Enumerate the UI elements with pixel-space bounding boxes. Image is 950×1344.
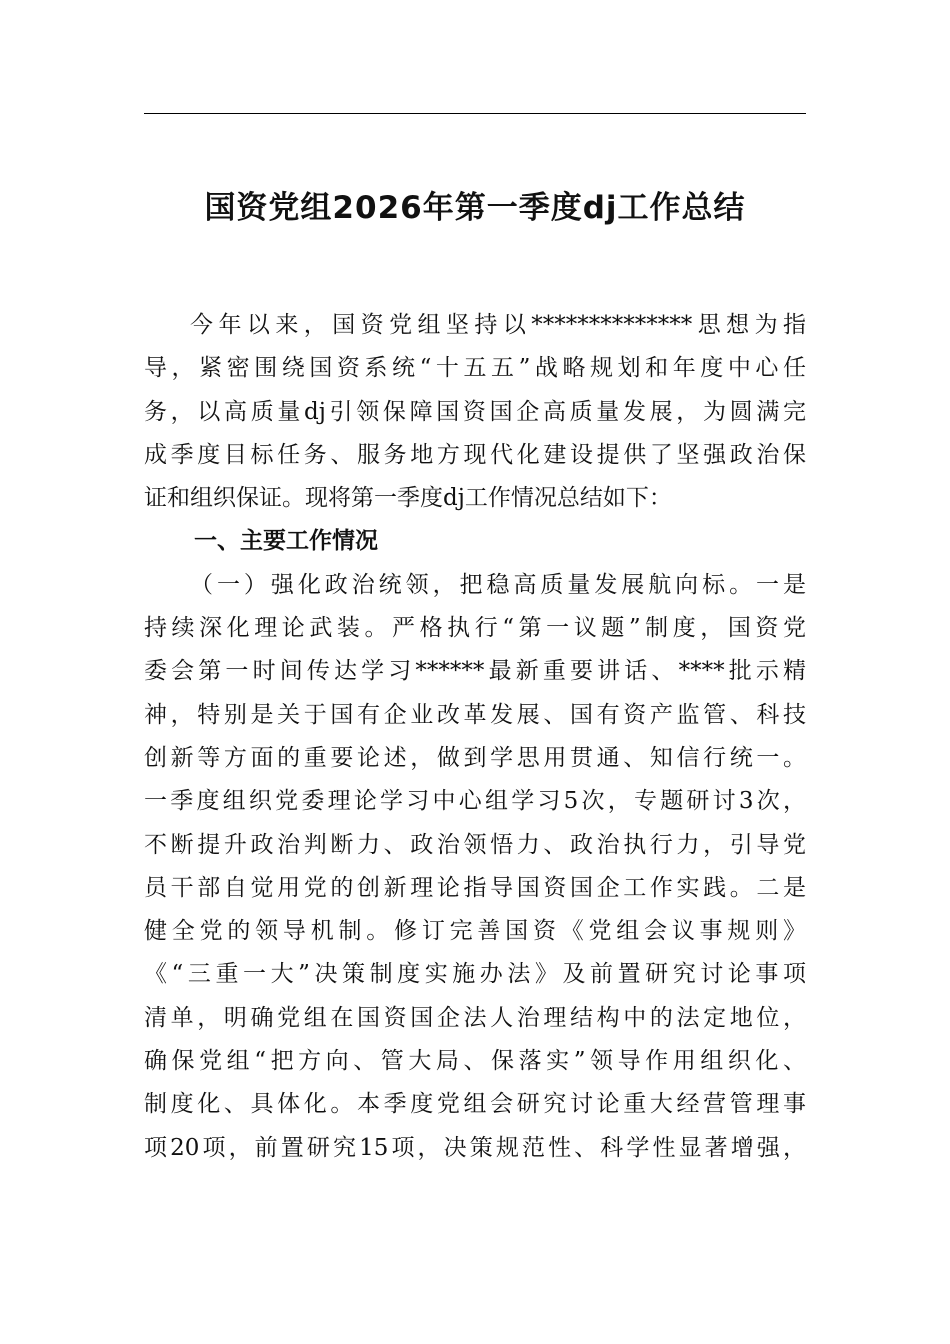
section-line: 确保党组“把方向、管大局、保落实”领导作用组织化、	[144, 1048, 806, 1075]
section-line: 制度化、具体化。本季度党组会研究讨论重大经营管理事	[144, 1091, 806, 1118]
intro-line: 今年以来，国资党组坚持以**************思想为指	[190, 312, 806, 338]
section-line: 项20项，前置研究15项，决策规范性、科学性显著增强，	[144, 1134, 806, 1161]
section-line: 创新等方面的重要论述，做到学思用贯通、知信行统一。	[144, 744, 806, 771]
header-rule	[144, 113, 806, 114]
intro-line: 导，紧密围绕国资系统“十五五”战略规划和年度中心任	[144, 355, 806, 382]
section-line: 《“三重一大”决策制度实施办法》及前置研究讨论事项	[144, 961, 806, 988]
intro-line: 成季度目标任务、服务地方现代化建设提供了坚强政治保	[144, 441, 806, 468]
section-line: 不断提升政治判断力、政治领悟力、政治执行力，引导党	[144, 831, 806, 858]
document-body	[144, 304, 806, 1170]
section-line: 持续深化理论武装。严格执行“第一议题”制度，国资党	[144, 615, 806, 642]
section-line: 清单，明确党组在国资国企法人治理结构中的法定地位，	[144, 1004, 806, 1031]
section-line: （一）强化政治统领，把稳高质量发展航向标。一是	[190, 571, 806, 598]
section-line: 一季度组织党委理论学习中心组学习5次，专题研讨3次，	[144, 788, 806, 815]
section-line: 神，特别是关于国有企业改革发展、国有资产监管、科技	[144, 701, 806, 728]
document-title: 国资党组2026年第一季度dj工作总结	[204, 190, 746, 226]
section-line: 委会第一时间传达学习******最新重要讲话、****批示精	[144, 658, 806, 685]
section-line: 员干部自觉用党的创新理论指导国资国企工作实践。二是	[144, 874, 806, 901]
intro-line: 证和组织保证。现将第一季度dj工作情况总结如下：	[144, 485, 672, 512]
section-line: 健全党的领导机制。修订完善国资《党组会议事规则》	[144, 918, 806, 945]
section-heading: 一、主要工作情况	[194, 528, 378, 555]
intro-line: 务，以高质量dj引领保障国资国企高质量发展，为圆满完	[144, 398, 806, 425]
